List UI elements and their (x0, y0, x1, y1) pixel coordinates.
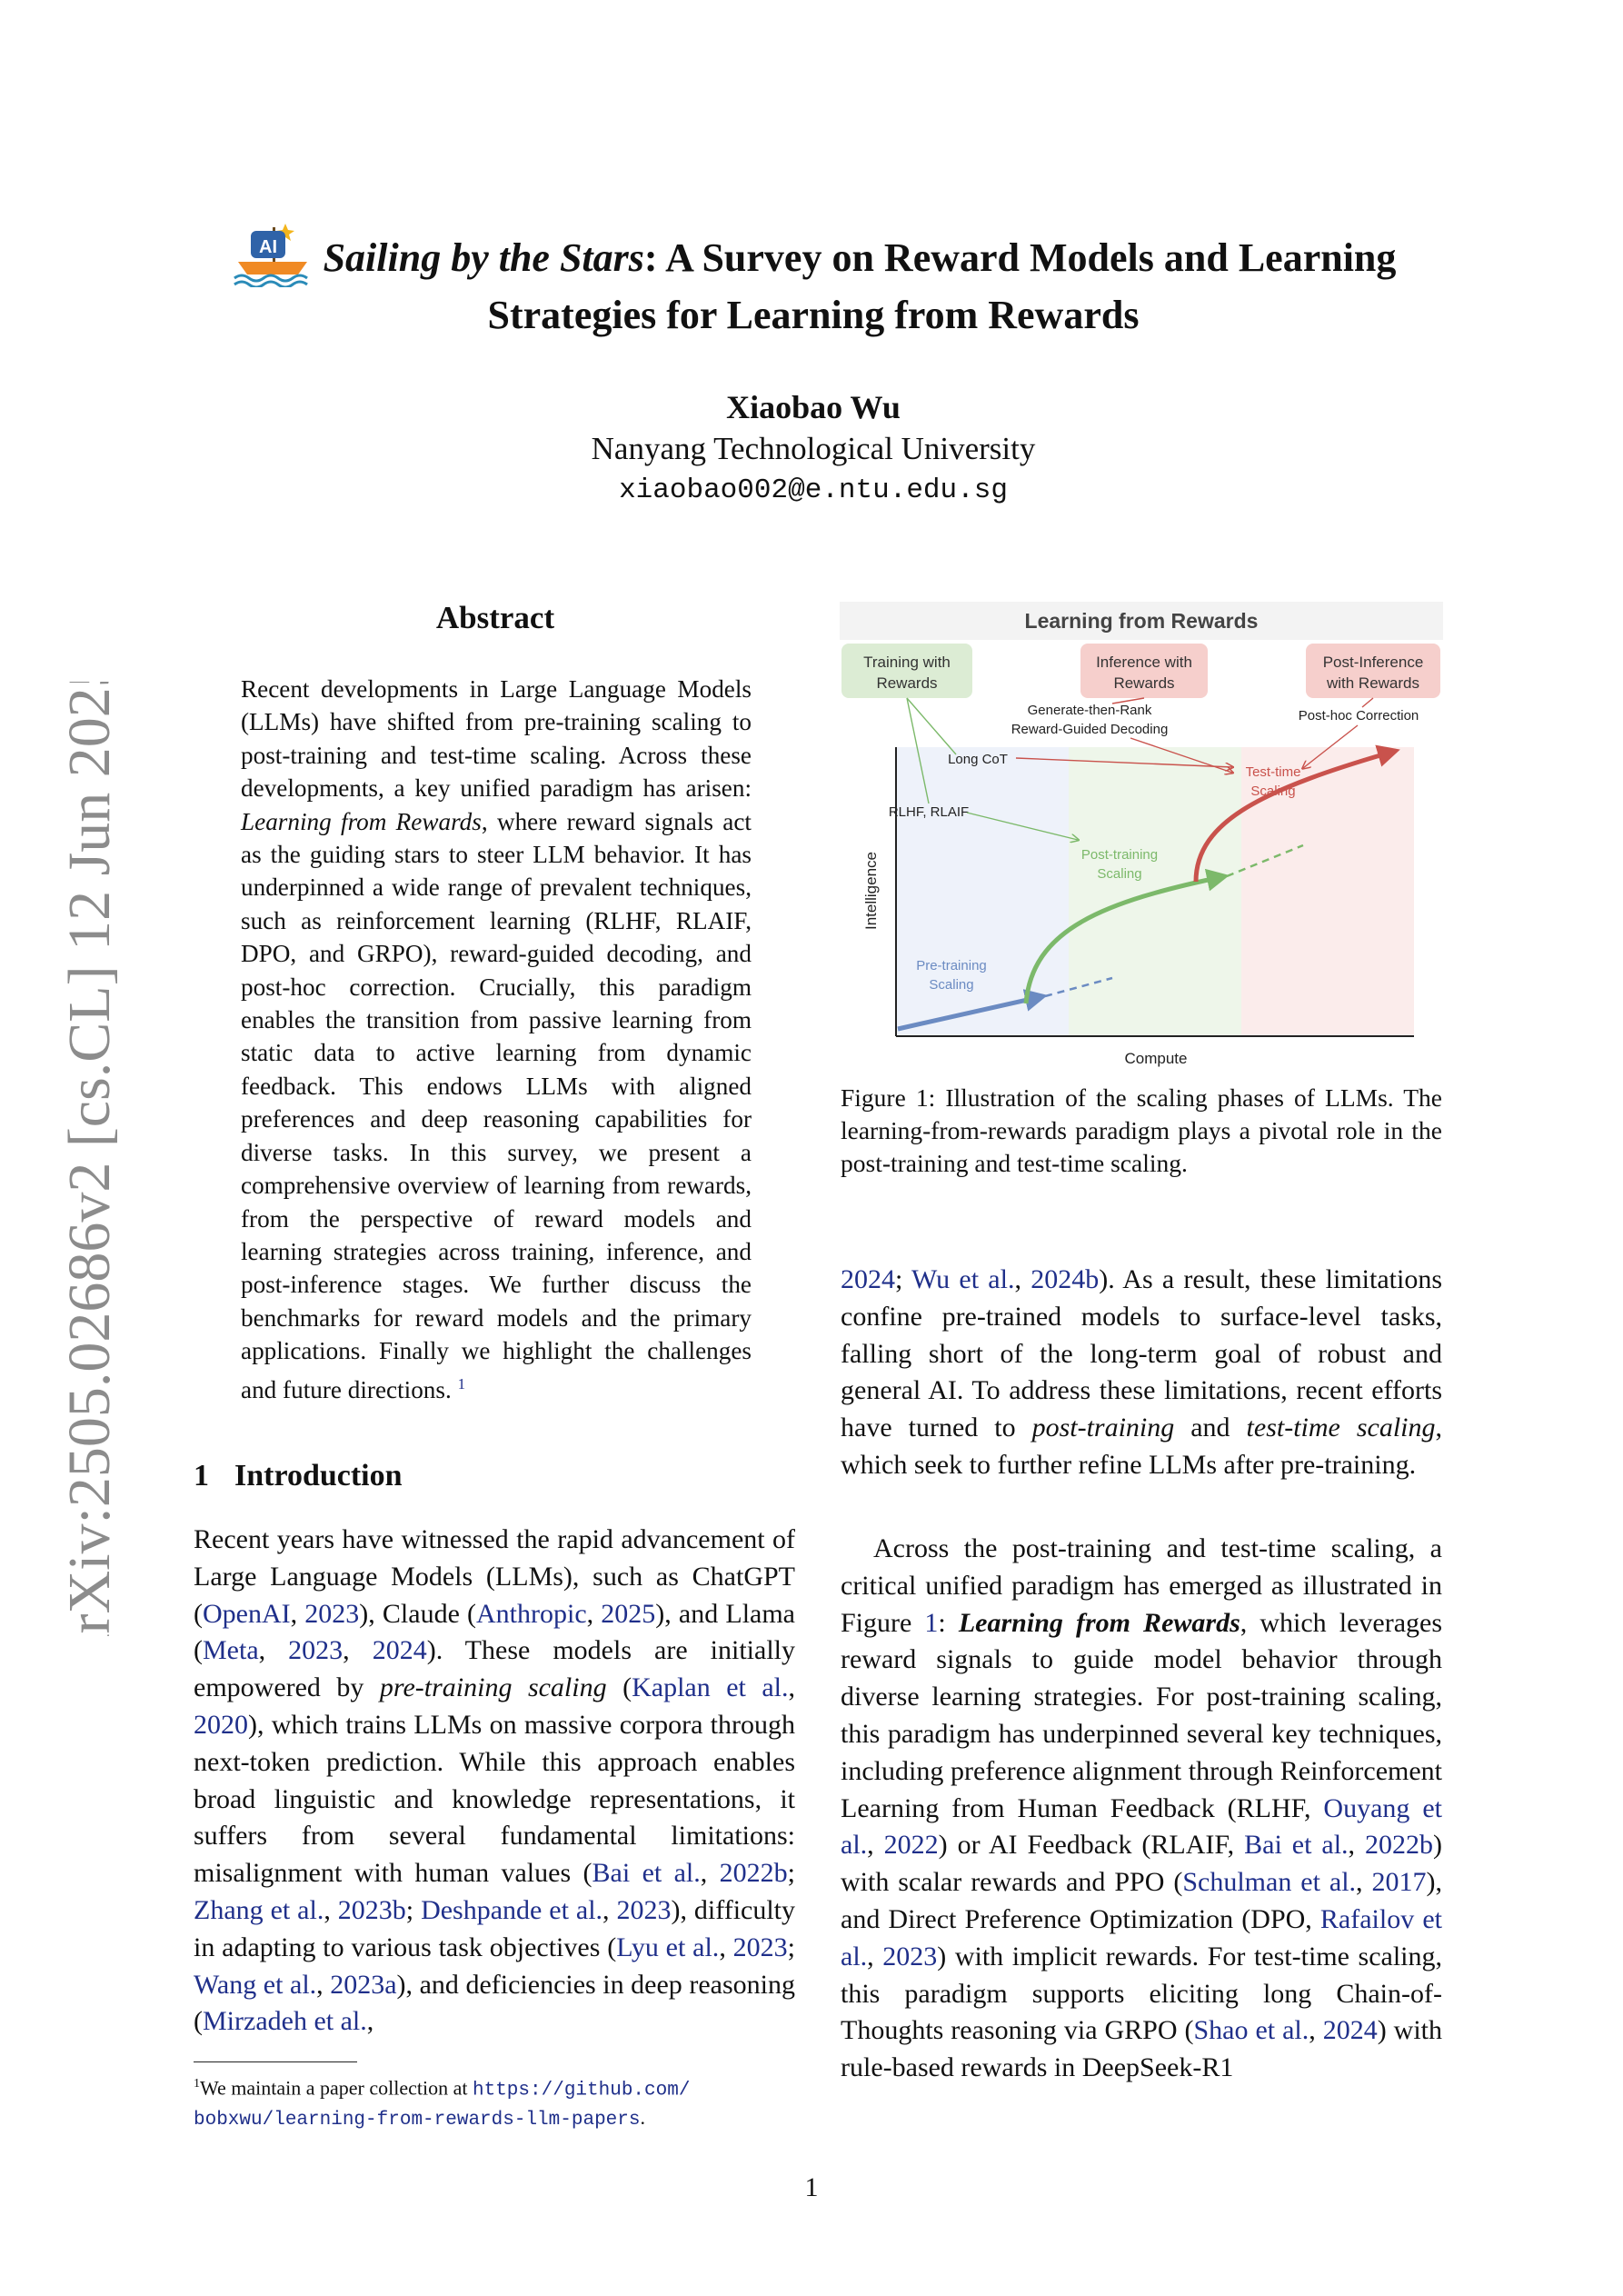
citation-link[interactable]: Kaplan et al. (632, 1672, 789, 1703)
arxiv-identifier: arXiv:2505.02686v2 [cs.CL] 12 Jun 2025 (56, 682, 123, 1636)
label-post-training-line2: Scaling (1097, 866, 1142, 882)
box-inference-line1: Inference with (1096, 654, 1192, 671)
citation-year-link[interactable]: 2024 (1322, 2015, 1378, 2046)
title-line2: Strategies for Learning from Rewards (487, 293, 1140, 337)
intro-paragraph-1: Recent years have witnessed the rapid advancement of Large Language Models (LLMs), such as ChatGPT (OpenAI, 2023), Claude (Anthropic, 2025), and Llama (Meta, 2023, 2024). These models are initially empowered by pre-training scaling (Kaplan et al., 2020), which trains LLMs on massive corpora through next-token prediction. While this approach enables broad linguistic and knowledge representations, it suffers from several fundamental limitations: misalignment with human values (Bai et al., 2022b; Zhang et al., 2023b; Deshpande et al., 2023), difficulty in adapting to various task objectives (Lyu et al., 2023; Wang et al., 2023a), and deficiencies in deep reasoning (Mirzadeh et al., (194, 1524, 796, 2037)
citation-link[interactable]: Lyu et al. (616, 1932, 720, 1962)
title-rest-line1: : A Survey on Reward Models and Learning (643, 235, 1397, 280)
citation-year-link[interactable]: 2023b (337, 1894, 406, 1925)
sailing-ship-logo-icon (231, 218, 316, 287)
footnote-divider (194, 2061, 357, 2062)
section-number: 1 (194, 1459, 209, 1492)
label-test-time-line1: Test-time (1245, 764, 1301, 780)
citation-year-link[interactable]: 2022 (883, 1830, 939, 1861)
label-post-training-line1: Post-training (1080, 847, 1159, 863)
intro-paragraph-2: Across the post-training and test-time scaling, a critical unified paradigm has emerged as illustrated in Figure 1: Learning from Rewards, which leverages reward signals to guide model behavior through diverse learning strategies. For post-training scaling, this paradigm has underpinned several key techniques, including preference alignment through Reinforcement Learning from Human Feedback (RLHF, Ouyang et al., 2022) or AI Feedback (RLAIF, Bai et al., 2022b) with scalar rewards and PPO (Schulman et al., 2017), and Direct Preference Optimization (DPO, Rafailov et al., 2023) with implicit rewards. For test-time scaling, this paradigm supports eliciting long Chain-of-Thoughts reasoning via GRPO (Shao et al., 2024) with rule-based rewards in DeepSeek-R1 (841, 1533, 1443, 2083)
citation-link[interactable]: Bai et al. (1244, 1830, 1349, 1861)
label-pre-training-line1: Pre-training (916, 958, 987, 973)
figure-title: Learning from Rewards (1024, 609, 1259, 633)
box-training-line1: Training with (863, 654, 951, 671)
x-axis-label: Compute (1124, 1050, 1188, 1067)
citation-link[interactable]: Bai et al. (592, 1858, 701, 1889)
pretraining-phase-region (896, 747, 1069, 1036)
citation-link[interactable]: Meta (203, 1635, 259, 1666)
label-pre-training-line2: Scaling (929, 977, 974, 993)
citation-year-link[interactable]: 2020 (194, 1709, 248, 1740)
section-title: Introduction (234, 1459, 403, 1492)
citation-year-link[interactable]: 2023 (616, 1894, 672, 1925)
logo-text: AI (258, 237, 277, 257)
page-number: 1 (804, 2172, 819, 2202)
label-rlhf-rlaif: RLHF, RLAIF (888, 804, 970, 820)
citation-link[interactable]: Rafailov et al. (841, 1903, 1442, 1972)
citation-year-link[interactable]: 2023 (882, 1941, 938, 1972)
citation-link[interactable]: Wang et al. (194, 1969, 317, 2000)
footnote: $^1$We maintain a paper collection at https://github.com/ bobxwu/learning-from-rewards-llm-papers. (194, 2076, 691, 2131)
citation-year-link[interactable]: 2022b (719, 1858, 788, 1889)
author-name: Xiaobao Wu (726, 389, 901, 425)
citation-year-link[interactable]: 2024 (841, 1264, 895, 1294)
connector-training-to-longcot (907, 698, 956, 754)
box-training-line2: Rewards (876, 674, 938, 692)
author-block (363, 386, 1263, 512)
repo-url-link[interactable]: https://github.com/ (473, 2080, 691, 2101)
figure-caption: Figure 1: Illustration of the scaling phases of LLMs. The learning-from-rewards paradigm plays a pivotal role in the post-training and test-time scaling. (841, 1083, 1442, 1177)
intro-paragraph-1-continued: 2024; Wu et al., 2024b). As a result, these limitations confine pre-trained models to surface-level tasks, falling short of the long-term goal of robust and general AI. To address these limitations, recent efforts have turned to post-training and test-time scaling, which seek to further refine LLMs after pre-training. (841, 1264, 1443, 1480)
title-italic: Sailing by the Stars (323, 235, 644, 280)
author-affiliation: Nanyang Technological University (591, 431, 1036, 466)
repo-url-link-cont[interactable]: bobxwu/learning-from-rewards-llm-papers (194, 2110, 641, 2131)
label-generate-then-rank: Generate-then-Rank (1027, 703, 1152, 718)
citation-link[interactable]: Schulman et al. (1182, 1867, 1357, 1898)
label-long-cot: Long CoT (948, 752, 1008, 767)
author-email[interactable]: xiaobao002@e.ntu.edu.sg (619, 474, 1008, 506)
citation-year-link[interactable]: 2023 (304, 1598, 360, 1629)
figure-1 (840, 602, 1443, 1074)
box-post-line1: Post-Inference (1322, 654, 1424, 671)
citation-year-link[interactable]: 2023 (732, 1932, 788, 1962)
footnote-marker-link[interactable]: 1 (457, 1374, 466, 1393)
citation-link[interactable]: Deshpande et al. (421, 1894, 603, 1925)
box-post-line2: with Rewards (1326, 674, 1420, 692)
connector-post-to-posthoc (1362, 698, 1373, 707)
citation-link[interactable]: Anthropic (476, 1598, 587, 1629)
citation-year-link[interactable]: 2022b (1365, 1830, 1433, 1861)
abstract-body: Recent developments in Large Language Models (LLMs) have shifted from pre-training scaling to post-training and test-time scaling. Across these developments, a key unified paradigm has arisen: Learning from Rewards, where reward signals act as the guiding stars to steer LLM behavior. It has underpinned a wide range of prevalent techniques, such as reinforcement learning (RLHF, RLAIF, DPO, and GRPO), reward-guided decoding, and post-hoc correction. Crucially, this paradigm enables the transition from passive learning from static data to active learning from dynamic feedback. This endows LLMs with aligned preferences and deep reasoning capabilities for diverse tasks. In this survey, we present a comprehensive overview of learning from rewards, from the perspective of reward models and learning strategies across training, inference, and post-inference stages. We further discuss the benchmarks for reward models and the primary applications. Finally we highlight the challenges and future directions. $^1$ (241, 675, 752, 1403)
footnote-mark: 1 (194, 2077, 200, 2091)
citation-link[interactable]: OpenAI (203, 1598, 291, 1629)
arxiv-side-stamp (18, 682, 164, 1636)
label-reward-guided-decoding: Reward-Guided Decoding (1011, 722, 1169, 737)
y-axis-label: Intelligence (862, 851, 880, 931)
figure-caption-label: Figure 1: (841, 1083, 936, 1112)
citation-link[interactable]: Shao et al. (1193, 2015, 1309, 2046)
label-posthoc-correction: Post-hoc Correction (1298, 708, 1419, 724)
citation-link[interactable]: Wu et al. (911, 1264, 1015, 1294)
figure-reference-link[interactable]: 1 (924, 1607, 939, 1638)
section-heading-introduction (194, 1459, 403, 1493)
citation-year-link[interactable]: 2023 (288, 1635, 344, 1666)
abstract-heading: Abstract (435, 600, 555, 635)
citation-link[interactable]: Mirzadeh et al. (203, 2006, 367, 2037)
citation-link[interactable]: Ouyang et al. (841, 1792, 1442, 1861)
box-inference-line2: Rewards (1113, 674, 1175, 692)
abstract-emphasis: Learning from Rewards (241, 807, 482, 835)
citation-year-link[interactable]: 2023a (330, 1969, 397, 2000)
paper-title (191, 218, 1436, 344)
citation-year-link[interactable]: 2025 (601, 1598, 656, 1629)
label-test-time-line2: Scaling (1250, 784, 1296, 799)
citation-year-link[interactable]: 2017 (1371, 1867, 1427, 1898)
citation-year-link[interactable]: 2024b (1031, 1264, 1100, 1294)
citation-year-link[interactable]: 2024 (372, 1635, 427, 1666)
citation-link[interactable]: Zhang et al. (194, 1894, 324, 1925)
